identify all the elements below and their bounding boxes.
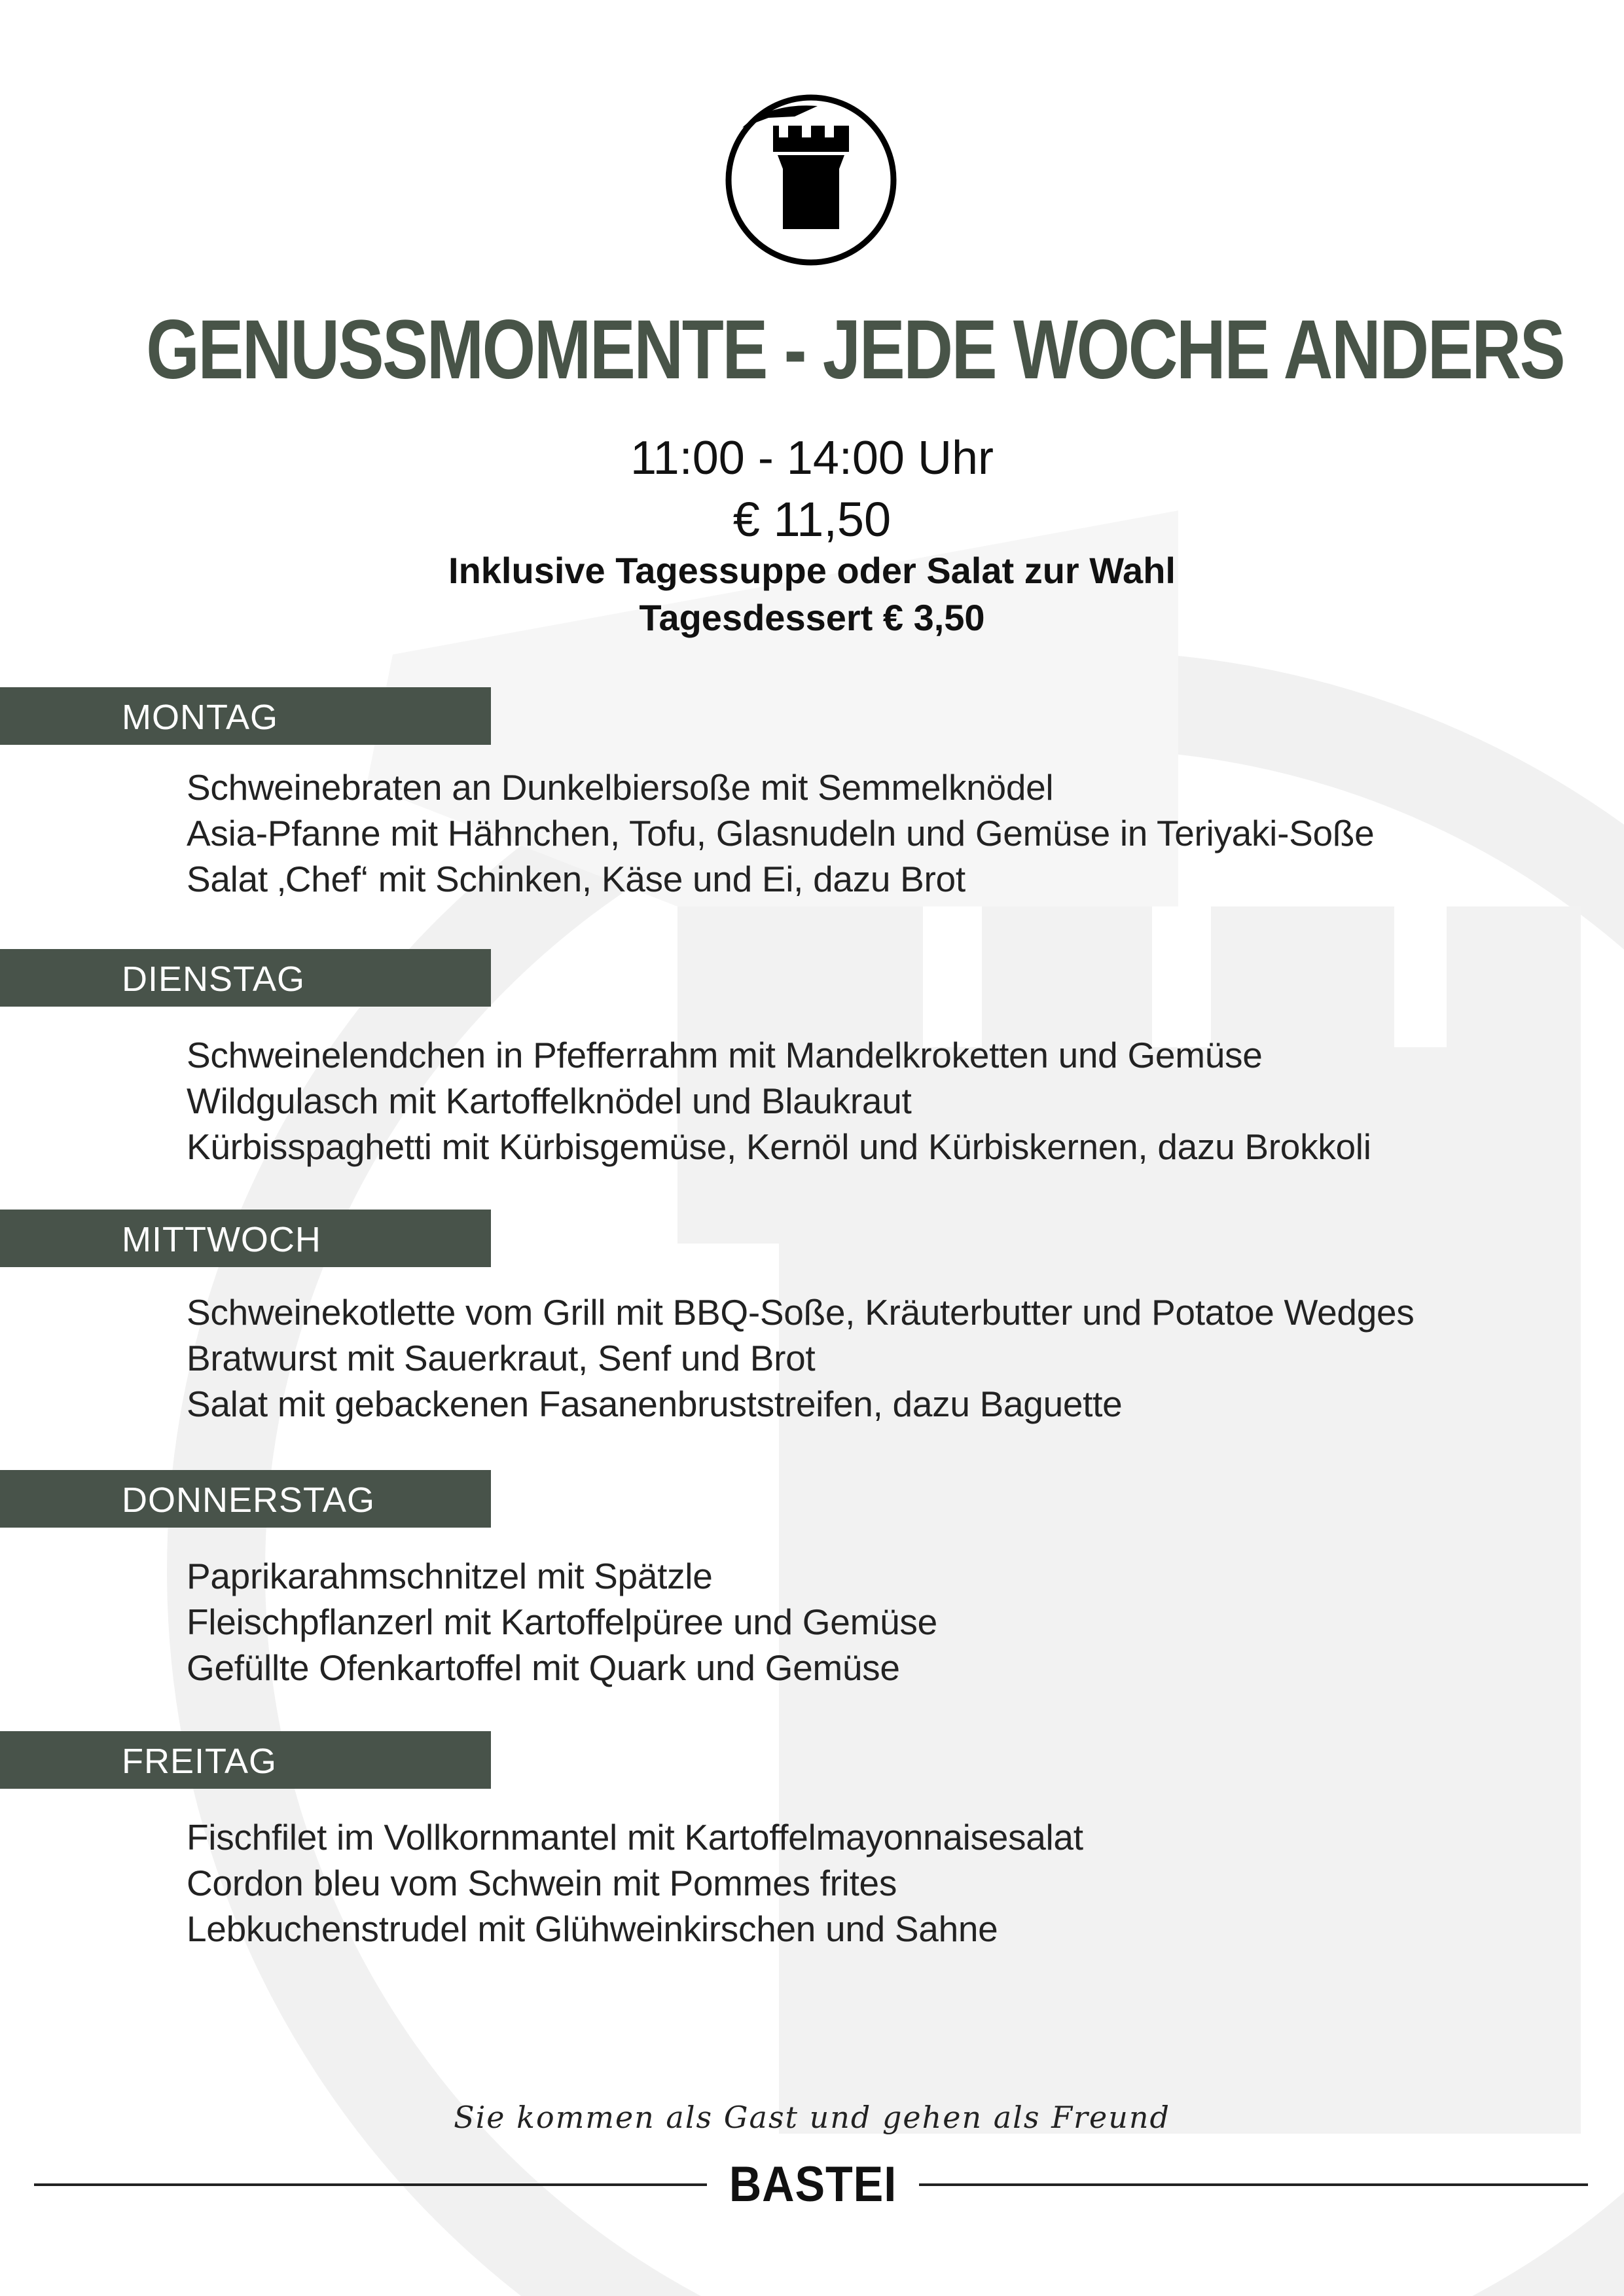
service-hours: 11:00 - 14:00 Uhr bbox=[630, 432, 994, 484]
dish-list-montag bbox=[187, 764, 1374, 902]
dish-list-mittwoch bbox=[187, 1289, 1414, 1427]
dish-item: Wildgulasch mit Kartoffelknödel und Blaukraut bbox=[187, 1081, 912, 1121]
castle-tower-icon bbox=[723, 92, 899, 268]
dish-item: Fleischpflanzerl mit Kartoffelpüree und Gemüse bbox=[187, 1602, 937, 1642]
day-header-montag bbox=[0, 687, 491, 745]
day-label: DONNERSTAG bbox=[122, 1480, 376, 1520]
dish-item: Schweinebraten an Dunkelbiersoße mit Semmelknödel bbox=[187, 767, 1054, 808]
footer-divider-right bbox=[919, 2183, 1588, 2186]
dish-list-donnerstag bbox=[187, 1553, 937, 1691]
dish-item: Gefüllte Ofenkartoffel mit Quark und Gemüse bbox=[187, 1647, 900, 1688]
dish-list-freitag bbox=[187, 1814, 1083, 1952]
slogan: Sie kommen als Gast und gehen als Freund bbox=[454, 2100, 1170, 2135]
day-header-mittwoch bbox=[0, 1210, 491, 1267]
day-label: FREITAG bbox=[122, 1742, 278, 1781]
day-header-donnerstag bbox=[0, 1470, 491, 1528]
dish-item: Asia-Pfanne mit Hähnchen, Tofu, Glasnudeln und Gemüse in Teriyaki-Soße bbox=[187, 813, 1375, 853]
dish-item: Fischfilet im Vollkornmantel mit Kartoffelmayonnaisesalat bbox=[187, 1817, 1083, 1857]
day-header-freitag bbox=[0, 1731, 491, 1789]
day-label: MITTWOCH bbox=[122, 1220, 321, 1259]
inclusive-note: Inklusive Tagessuppe oder Salat zur Wahl bbox=[448, 550, 1176, 591]
dish-item: Salat ‚Chef‘ mit Schinken, Käse und Ei, dazu Brot bbox=[187, 859, 965, 899]
dish-list-dienstag bbox=[187, 1032, 1371, 1170]
dish-item: Salat mit gebackenen Fasanenbruststreifen, dazu Baguette bbox=[187, 1384, 1123, 1424]
dish-item: Schweinekotlette vom Grill mit BBQ-Soße, Kräuterbutter und Potatoe Wedges bbox=[187, 1292, 1415, 1333]
page-title: GENUSSMOMENTE - JEDE WOCHE ANDERS bbox=[146, 303, 1564, 397]
dish-item: Bratwurst mit Sauerkraut, Senf und Brot bbox=[187, 1338, 816, 1378]
menu-price: € 11,50 bbox=[732, 492, 892, 547]
dessert-price: Tagesdessert € 3,50 bbox=[639, 597, 985, 638]
day-label: MONTAG bbox=[122, 698, 278, 737]
day-label: DIENSTAG bbox=[122, 960, 306, 999]
day-header-dienstag bbox=[0, 949, 491, 1007]
footer-divider-left bbox=[34, 2183, 707, 2186]
dish-item: Kürbisspaghetti mit Kürbisgemüse, Kernöl und Kürbiskernen, dazu Brokkoli bbox=[187, 1126, 1371, 1167]
dish-item: Cordon bleu vom Schwein mit Pommes frites bbox=[187, 1863, 897, 1903]
dish-item: Paprikarahmschnitzel mit Spätzle bbox=[187, 1556, 713, 1596]
dish-item: Schweinelendchen in Pfefferrahm mit Mandelkroketten und Gemüse bbox=[187, 1035, 1263, 1075]
dish-item: Lebkuchenstrudel mit Glühweinkirschen und Sahne bbox=[187, 1909, 998, 1949]
brand-logo-text: BASTEI bbox=[729, 2157, 897, 2212]
